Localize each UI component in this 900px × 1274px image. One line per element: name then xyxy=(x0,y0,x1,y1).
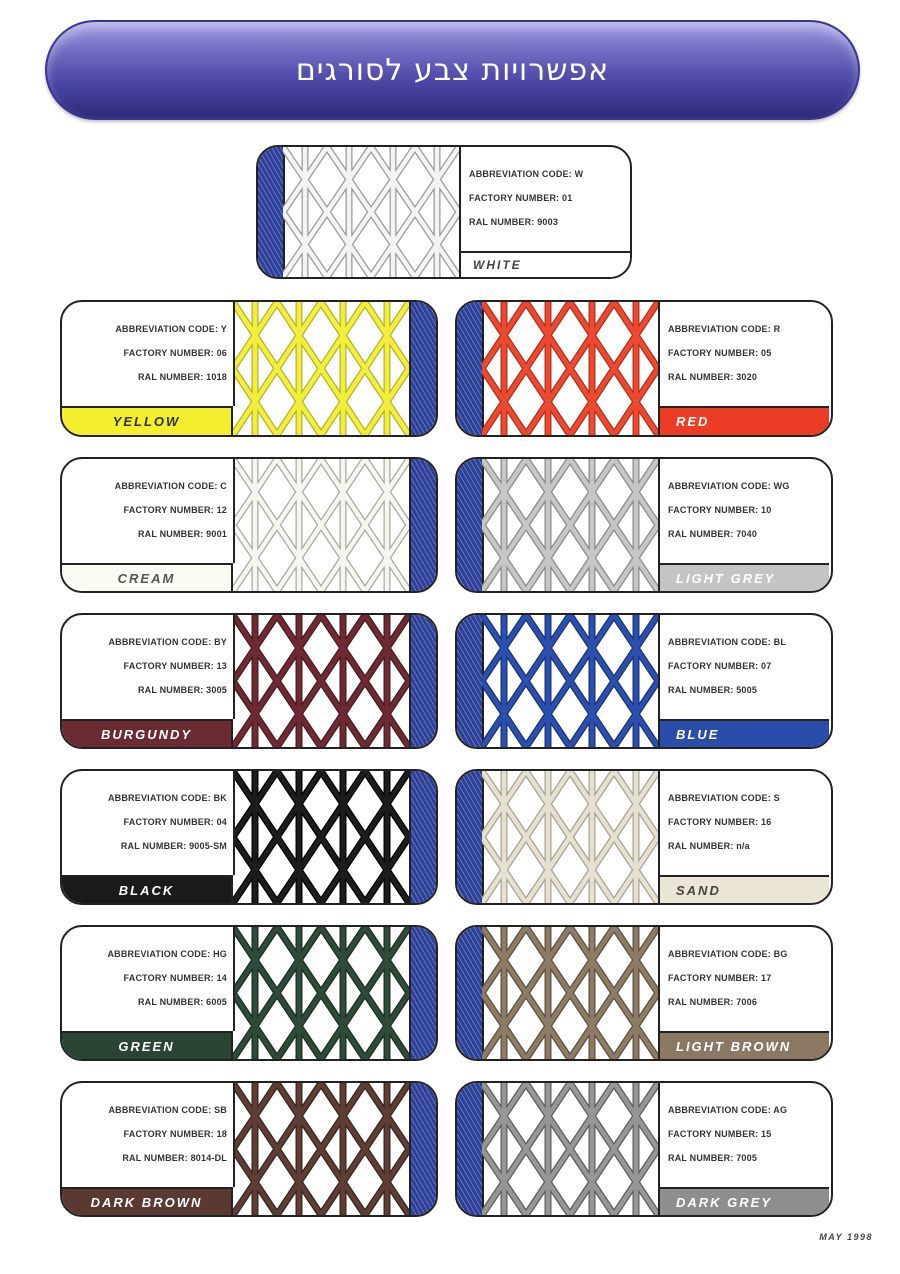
spec-panel xyxy=(62,771,235,875)
title-banner xyxy=(45,20,860,120)
mesh-pattern xyxy=(482,302,658,435)
mesh-pattern xyxy=(233,771,409,903)
spec-panel xyxy=(62,302,235,406)
ral-number: RAL NUMBER: 8014-DL xyxy=(122,1153,227,1163)
spec-panel xyxy=(459,147,632,251)
color-card-blue xyxy=(455,613,833,749)
factory-number: FACTORY NUMBER: 01 xyxy=(469,193,573,203)
color-card-green xyxy=(60,925,438,1061)
color-card-cream xyxy=(60,457,438,593)
mesh-pattern xyxy=(482,927,658,1059)
factory-number: FACTORY NUMBER: 15 xyxy=(668,1129,772,1139)
ral-number: RAL NUMBER: 6005 xyxy=(137,997,227,1007)
abbreviation-code: ABBREVIATION CODE: WG xyxy=(668,481,790,491)
spec-panel xyxy=(658,459,831,563)
color-card-black xyxy=(60,769,438,905)
abbreviation-code: ABBREVIATION CODE: C xyxy=(114,481,227,491)
blue-frame-edge xyxy=(457,927,484,1059)
spec-panel xyxy=(62,927,235,1031)
factory-number: FACTORY NUMBER: 17 xyxy=(668,973,772,983)
abbreviation-code: ABBREVIATION CODE: BG xyxy=(668,949,788,959)
ral-number: RAL NUMBER: 7005 xyxy=(668,1153,758,1163)
color-name-label: WHITE xyxy=(459,251,630,277)
factory-number: FACTORY NUMBER: 05 xyxy=(668,348,772,358)
color-name-label: DARK GREY xyxy=(658,1187,829,1215)
page-title: אפשרויות צבע לסורגים xyxy=(295,52,610,88)
ral-number: RAL NUMBER: 3005 xyxy=(137,685,227,695)
ral-number: RAL NUMBER: 7006 xyxy=(668,997,758,1007)
color-card-white xyxy=(256,145,632,279)
color-name-label: GREEN xyxy=(62,1031,233,1059)
ral-number: RAL NUMBER: 9003 xyxy=(469,217,559,227)
blue-frame-edge xyxy=(409,927,436,1059)
color-name-label: BLUE xyxy=(658,719,829,747)
color-card-yellow xyxy=(60,300,438,437)
mesh-swatch xyxy=(482,615,658,747)
spec-panel xyxy=(658,771,831,875)
factory-number: FACTORY NUMBER: 10 xyxy=(668,505,772,515)
color-name-label: BLACK xyxy=(62,875,233,903)
color-card-dark-brown xyxy=(60,1081,438,1217)
ral-number: RAL NUMBER: 3020 xyxy=(668,372,758,382)
ral-number: RAL NUMBER: 9005-SM xyxy=(120,841,227,851)
factory-number: FACTORY NUMBER: 12 xyxy=(123,505,227,515)
color-card-dark-grey xyxy=(455,1081,833,1217)
mesh-swatch xyxy=(233,771,409,903)
mesh-pattern xyxy=(233,1083,409,1215)
factory-number: FACTORY NUMBER: 13 xyxy=(123,661,227,671)
mesh-swatch xyxy=(482,459,658,591)
spec-panel xyxy=(658,927,831,1031)
mesh-pattern xyxy=(283,147,459,277)
color-name-label: RED xyxy=(658,406,829,435)
blue-frame-edge xyxy=(457,1083,484,1215)
blue-frame-edge xyxy=(409,302,436,435)
blue-frame-edge xyxy=(409,771,436,903)
blue-frame-edge xyxy=(457,771,484,903)
spec-panel xyxy=(658,302,831,406)
ral-number: RAL NUMBER: n/a xyxy=(668,841,750,851)
factory-number: FACTORY NUMBER: 18 xyxy=(123,1129,227,1139)
abbreviation-code: ABBREVIATION CODE: S xyxy=(668,793,780,803)
abbreviation-code: ABBREVIATION CODE: R xyxy=(668,324,781,334)
factory-number: FACTORY NUMBER: 07 xyxy=(668,661,772,671)
abbreviation-code: ABBREVIATION CODE: AG xyxy=(668,1105,788,1115)
blue-frame-edge xyxy=(409,459,436,591)
mesh-swatch xyxy=(233,615,409,747)
mesh-pattern xyxy=(482,615,658,747)
spec-panel xyxy=(62,459,235,563)
abbreviation-code: ABBREVIATION CODE: BL xyxy=(668,637,787,647)
mesh-swatch xyxy=(482,771,658,903)
mesh-pattern xyxy=(233,927,409,1059)
color-name-label: CREAM xyxy=(62,563,233,591)
blue-frame-edge xyxy=(409,1083,436,1215)
factory-number: FACTORY NUMBER: 04 xyxy=(123,817,227,827)
abbreviation-code: ABBREVIATION CODE: BY xyxy=(108,637,227,647)
blue-frame-edge xyxy=(258,147,285,277)
mesh-pattern xyxy=(233,459,409,591)
ral-number: RAL NUMBER: 1018 xyxy=(137,372,227,382)
mesh-swatch xyxy=(482,927,658,1059)
factory-number: FACTORY NUMBER: 16 xyxy=(668,817,772,827)
abbreviation-code: ABBREVIATION CODE: BK xyxy=(107,793,227,803)
abbreviation-code: ABBREVIATION CODE: Y xyxy=(115,324,227,334)
blue-frame-edge xyxy=(457,302,484,435)
mesh-swatch xyxy=(233,1083,409,1215)
mesh-pattern xyxy=(233,615,409,747)
abbreviation-code: ABBREVIATION CODE: W xyxy=(469,169,584,179)
ral-number: RAL NUMBER: 9001 xyxy=(137,529,227,539)
mesh-pattern xyxy=(482,771,658,903)
factory-number: FACTORY NUMBER: 06 xyxy=(123,348,227,358)
mesh-pattern xyxy=(233,302,409,435)
color-name-label: BURGUNDY xyxy=(62,719,233,747)
color-card-light-brown xyxy=(455,925,833,1061)
mesh-swatch xyxy=(233,459,409,591)
mesh-swatch xyxy=(233,302,409,435)
color-card-light-grey xyxy=(455,457,833,593)
abbreviation-code: ABBREVIATION CODE: SB xyxy=(108,1105,227,1115)
spec-panel xyxy=(62,615,235,719)
spec-panel xyxy=(658,1083,831,1187)
mesh-pattern xyxy=(482,459,658,591)
spec-panel xyxy=(658,615,831,719)
factory-number: FACTORY NUMBER: 14 xyxy=(123,973,227,983)
color-name-label: LIGHT GREY xyxy=(658,563,829,591)
ral-number: RAL NUMBER: 7040 xyxy=(668,529,758,539)
blue-frame-edge xyxy=(409,615,436,747)
color-name-label: DARK BROWN xyxy=(62,1187,233,1215)
color-name-label: SAND xyxy=(658,875,829,903)
mesh-swatch xyxy=(482,302,658,435)
mesh-swatch xyxy=(283,147,459,277)
mesh-swatch xyxy=(233,927,409,1059)
color-card-red xyxy=(455,300,833,437)
color-card-burgundy xyxy=(60,613,438,749)
color-name-label: LIGHT BROWN xyxy=(658,1031,829,1059)
mesh-pattern xyxy=(482,1083,658,1215)
mesh-swatch xyxy=(482,1083,658,1215)
abbreviation-code: ABBREVIATION CODE: HG xyxy=(107,949,227,959)
blue-frame-edge xyxy=(457,615,484,747)
color-name-label: YELLOW xyxy=(62,406,233,435)
blue-frame-edge xyxy=(457,459,484,591)
color-card-sand xyxy=(455,769,833,905)
spec-panel xyxy=(62,1083,235,1187)
ral-number: RAL NUMBER: 5005 xyxy=(668,685,758,695)
publication-date: MAY 1998 xyxy=(819,1232,873,1242)
